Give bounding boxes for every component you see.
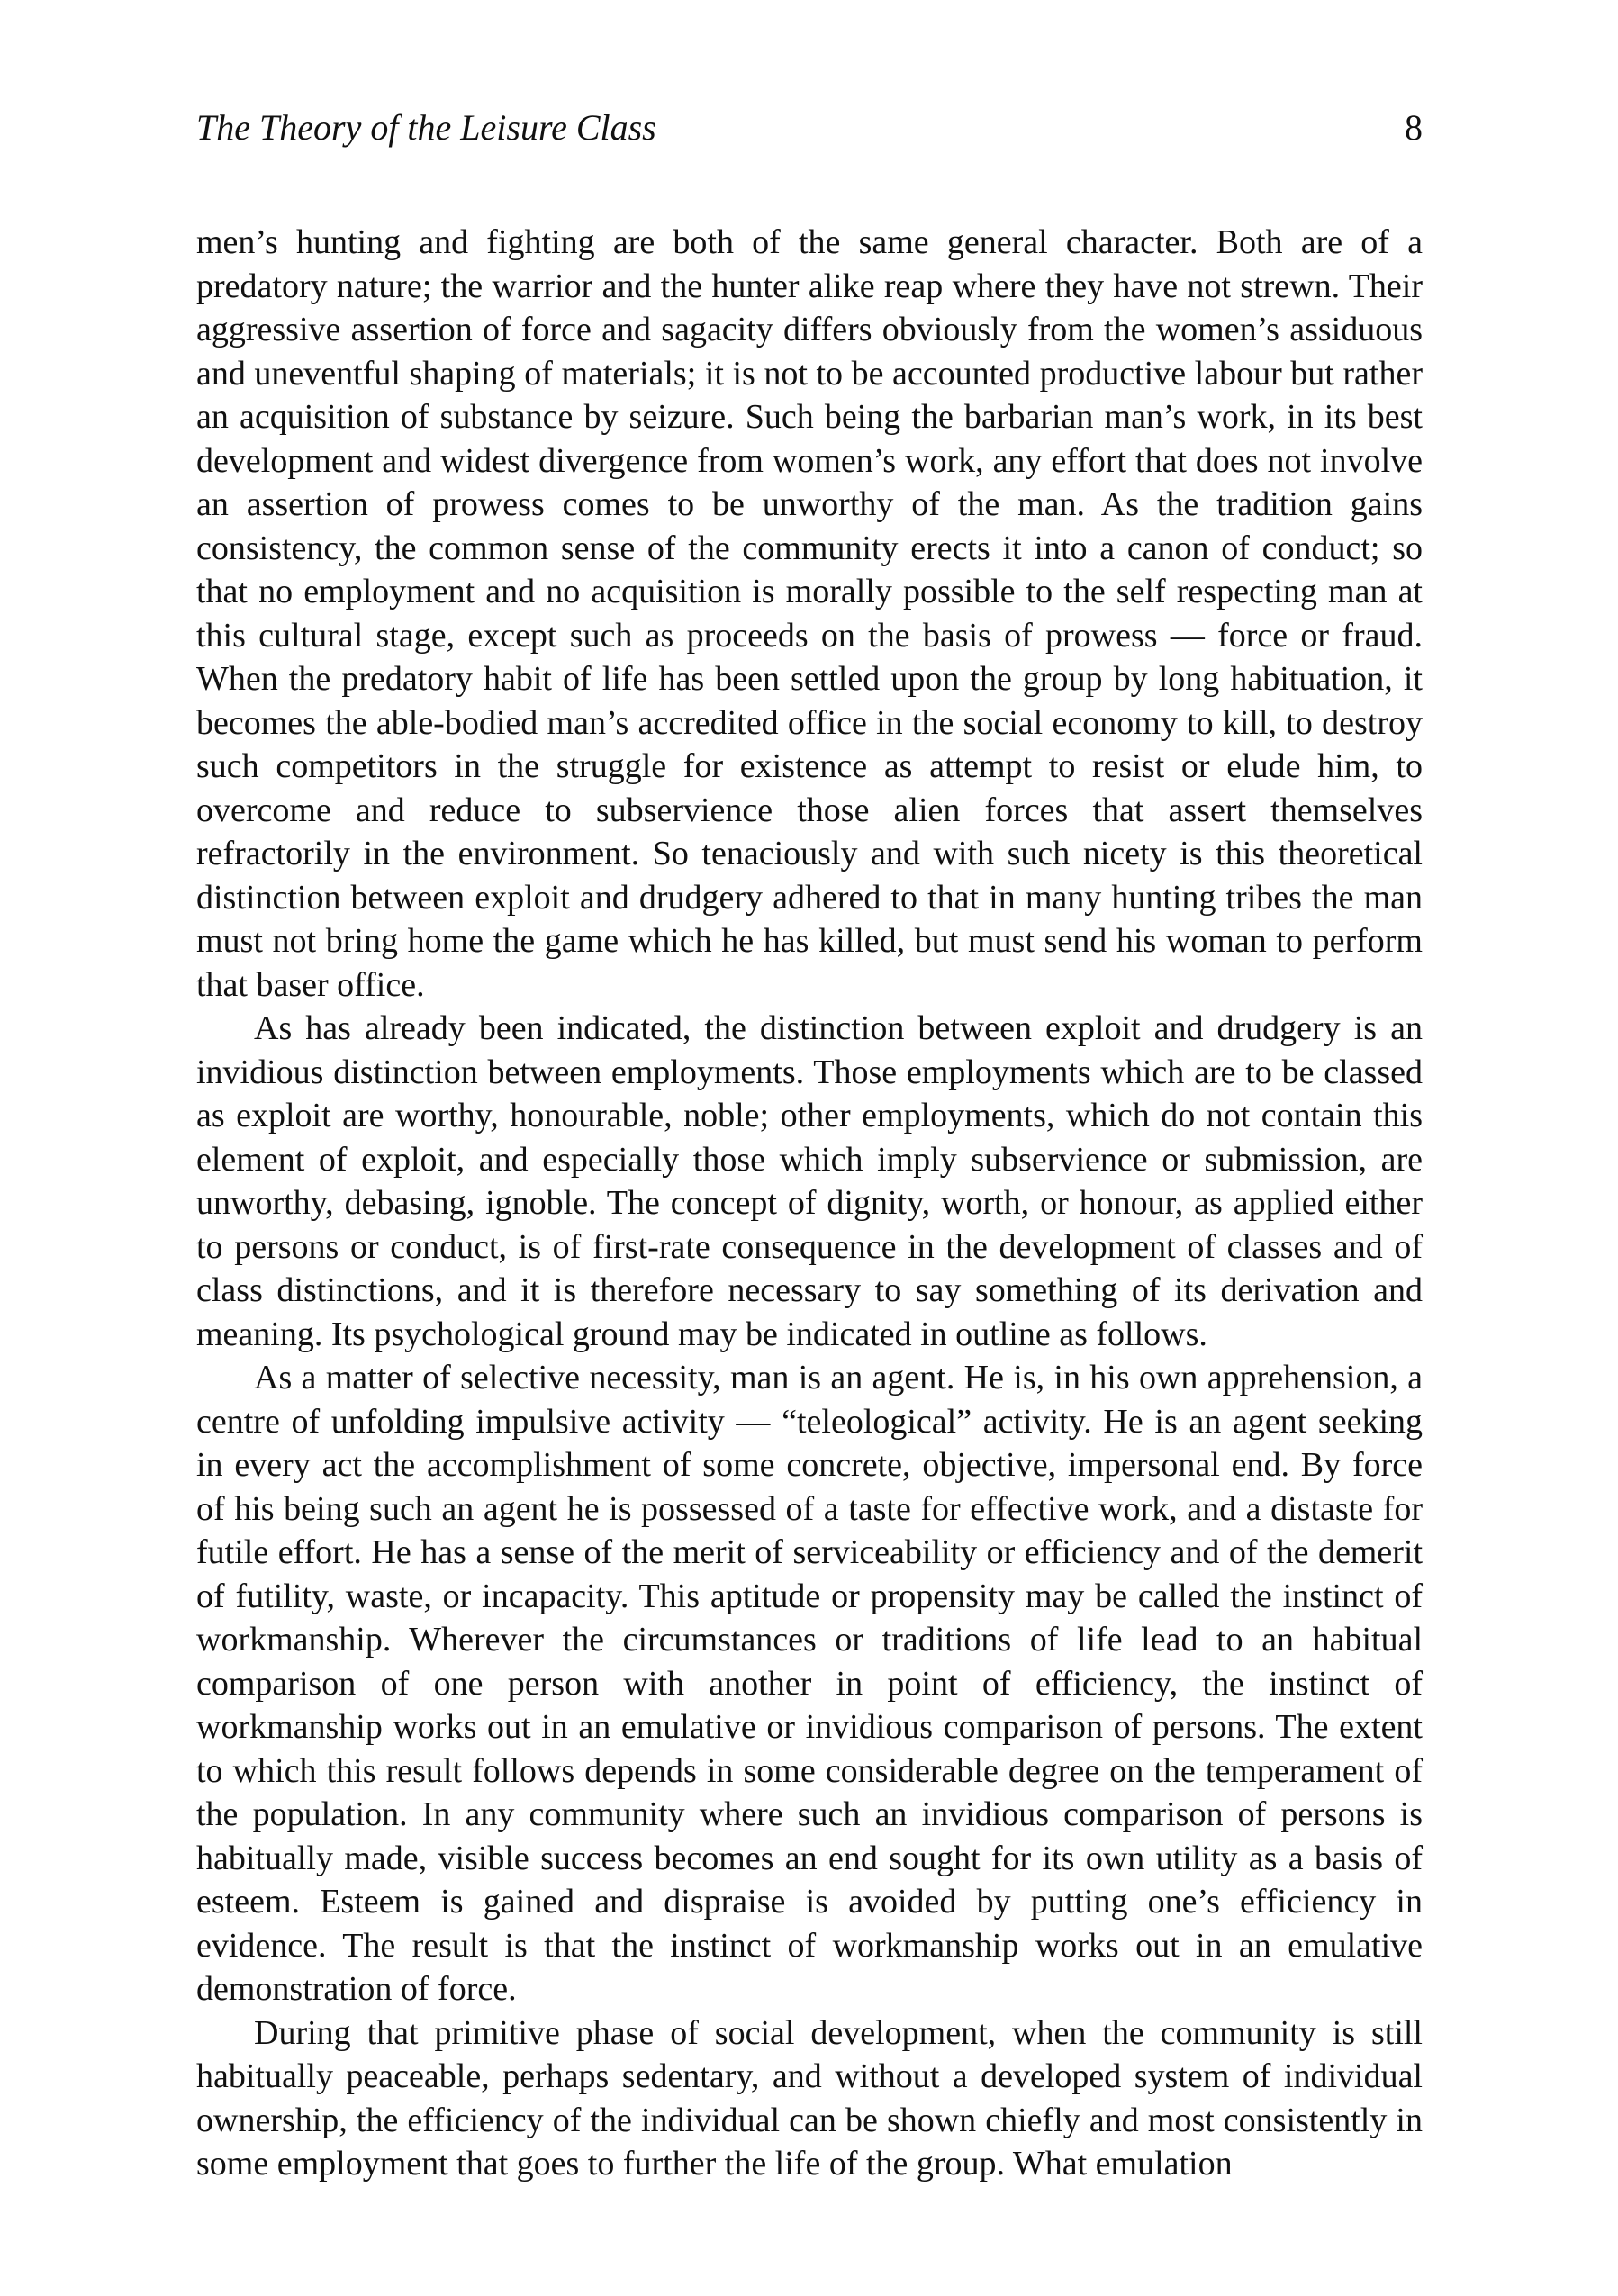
running-head [196,106,1423,160]
body-text [196,221,1423,2186]
paragraph-continued: men’s hunting and fighting are both of the same general character. Both are of a predatory nature; the warrior and the hunter alike reap where they have not strewn. Their aggressive assertion of force and sagacity differs obviously from the women’s assiduous and uneventful shaping of materials; it is not to be accounted productive labour but rather an acquisition of substance by seizure. Such being the barbarian man’s work, in its best development and widest divergence from women’s work, any effort that does not involve an assertion of prowess comes to be unworthy of the man. As the tradition gains consistency, the common sense of the community erects it into a canon of conduct; so that no employment and no acquisition is morally possible to the self respecting man at this cultural stage, except such as proceeds on the basis of prowess — force or fraud. When the predatory habit of life has been settled upon the group by long habituation, it becomes the able-bodied man’s accredited office in the social economy to kill, to destroy such competitors in the struggle for existence as attempt to resist or elude him, to overcome and reduce to subservience those alien forces that assert themselves refractorily in the environment. So tenaciously and with such nicety is this theoretical distinction between exploit and drudgery adhered to that in many hunting tribes the man must not bring home the game which he has killed, but must send his woman to perform that baser office. [196,223,1423,1004]
paragraph-primitive-phase: During that primitive phase of social development, when the community is still habitually peaceable, perhaps sedentary, and without a developed system of individual ownership, the efficiency of the individual can be shown chiefly and most consistently in some employment that goes to further the life of the group. What emulation [196,2013,1423,2183]
paragraph-exploit-drudgery: As has already been indicated, the distinction between exploit and drudgery is an invidious distinction between employments. Those employments which are to be classed as exploit are worthy, honourable, noble; other employments, which do not contain this element of exploit, and especially those which imply subservience or submission, are unworthy, debasing, ignoble. The concept of dignity, worth, or honour, as applied either to persons or conduct, is of first-rate consequence in the development of classes and of class distinctions, and it is therefore necessary to say something of its derivation and meaning. Its psychological ground may be indicated in outline as follows. [196,1009,1423,1353]
running-title: The Theory of the Leisure Class [196,107,656,148]
paragraph-instinct-of-workmanship: As a matter of selective necessity, man is an agent. He is, in his own apprehension, a centre of unfolding impulsive activity — “teleological” activity. He is an agent seeking in every act the accomplishment of some concrete, objective, impersonal end. By force of his being such an agent he is possessed of a taste for effective work, and a distaste for futile effort. He has a sense of the merit of serviceability or efficiency and of the demerit of futility, waste, or incapacity. This aptitude or propensity may be called the instinct of workmanship. Wherever the circumstances or traditions of life lead to an habitual comparison of one person with another in point of efficiency, the instinct of workmanship works out in an emulative or invidious comparison of persons. The extent to which this result follows depends in some considerable degree on the temperament of the population. In any community where such an invidious comparison of persons is habitually made, visible success becomes an end sought for its own utility as a basis of esteem. Esteem is gained and dispraise is avoided by putting one’s efficiency in evidence. The result is that the instinct of workmanship works out in an emulative demonstration of force. [196,1359,1423,2008]
page-number: 8 [1405,107,1423,148]
